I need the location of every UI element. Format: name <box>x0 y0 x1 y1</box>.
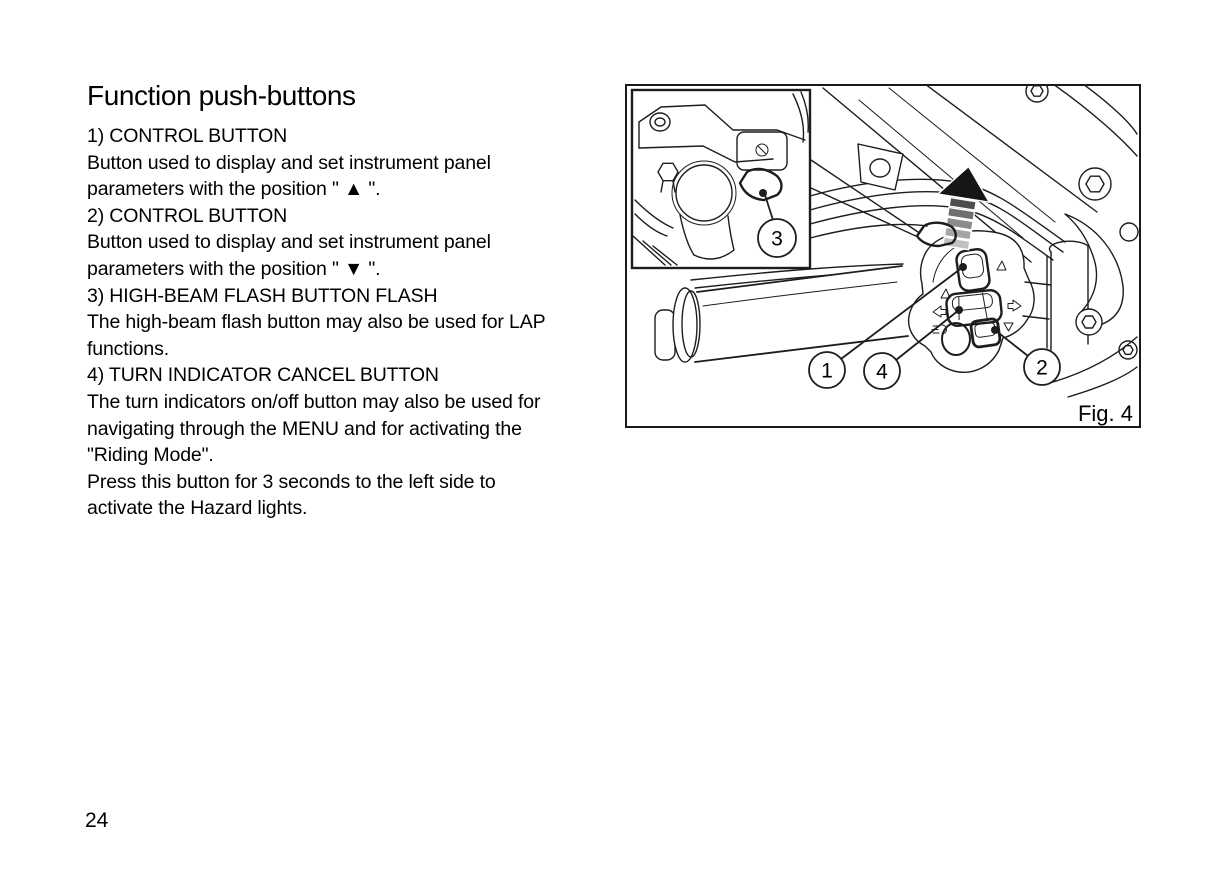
page-title: Function push-buttons <box>87 80 356 111</box>
body-line: parameters with the position " ▼ ". <box>87 257 381 280</box>
callout-1 <box>809 352 845 388</box>
body-line: The high-beam flash button may also be used for LAP <box>87 311 546 334</box>
mirror-mount-plate <box>858 144 903 190</box>
callout-3-label: 3 <box>771 227 783 251</box>
body-line: parameters with the position " ▲ ". <box>87 178 381 201</box>
callout-3 <box>758 219 796 257</box>
body-line: Button used to display and set instrument panel <box>87 151 491 174</box>
callout-2 <box>1024 349 1060 385</box>
callout-4 <box>864 353 900 389</box>
callout-4-label: 4 <box>876 360 888 384</box>
body-line: navigating through the MENU and for activating the <box>87 417 522 440</box>
bar-end-weight <box>655 310 675 360</box>
hex-bolt <box>1026 86 1048 102</box>
body-line: 4) TURN INDICATOR CANCEL BUTTON <box>87 364 439 387</box>
hex-bolt <box>1076 309 1102 335</box>
body-text <box>87 123 545 522</box>
body-line: functions. <box>87 337 169 360</box>
body-line: activate the Hazard lights. <box>87 497 308 520</box>
figure-4 <box>625 84 1141 428</box>
body-line: Press this button for 3 seconds to the left side to <box>87 470 496 493</box>
hex-bolt <box>1079 168 1111 200</box>
handlebar-switch-illustration <box>627 86 1139 426</box>
bolt <box>1120 223 1138 241</box>
figure-caption: Fig. 4 <box>1077 401 1133 426</box>
body-line: "Riding Mode". <box>87 444 214 467</box>
page-number: 24 <box>85 809 109 832</box>
body-line: 2) CONTROL BUTTON <box>87 204 288 227</box>
body-line: 1) CONTROL BUTTON <box>87 125 288 147</box>
callout-2-label: 2 <box>1036 356 1048 380</box>
body-line: 3) HIGH-BEAM FLASH BUTTON FLASH <box>87 284 438 307</box>
fender-edge <box>1068 367 1137 397</box>
body-line: Button used to display and set instrument panel <box>87 231 491 254</box>
body-line: The turn indicators on/off button may also be used for <box>87 390 541 413</box>
callout-1-label: 1 <box>821 359 833 383</box>
